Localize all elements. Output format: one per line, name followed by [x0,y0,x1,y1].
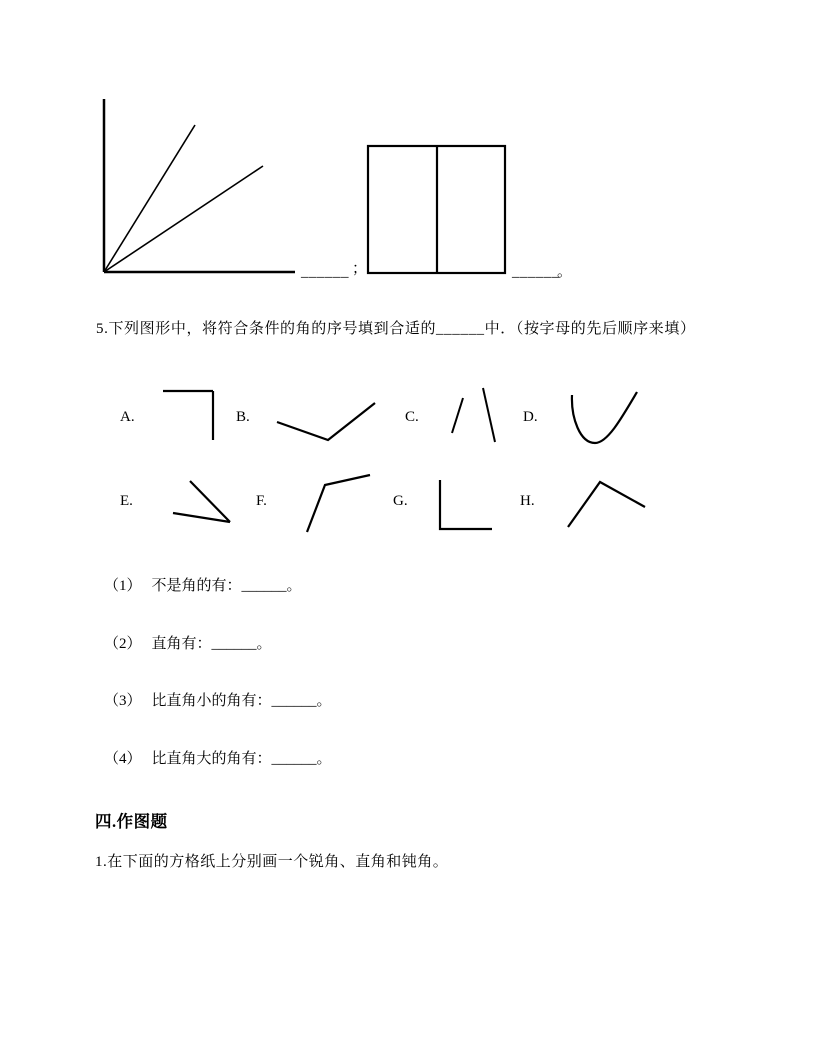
sub-question-1-number: （1） [104,578,142,594]
figure-label-h: H. [520,493,535,509]
sub-question-2-text: 直角有：______。 [151,636,272,652]
figure-h-angle-shape [563,477,651,533]
figure-b-obtuse-angle-shape [272,398,382,446]
sub-question-3 [104,691,332,711]
sub-question-3-text: 比直角小的角有：______。 [151,693,332,709]
sub-question-2 [104,634,272,654]
figure-d-curved-vee-shape [567,388,642,448]
question5-prompt: 5.下列图形中，将符合条件的角的序号填到合适的______中．（按字母的先后顺序来填） [96,321,696,337]
figure-label-d: D. [523,409,538,425]
period-mark: 。 [557,264,573,280]
figure-c-disconnected-lines-shape [447,384,502,446]
semicolon-separator: ； [352,261,368,277]
sub-question-1-text: 不是角的有：______。 [151,578,302,594]
sub-question-4-text: 比直角大的角有：______。 [151,751,332,767]
sub-question-2-number: （2） [104,636,142,652]
sub-question-3-number: （3） [104,693,142,709]
sub-question-4 [104,749,332,769]
figure-label-g: G. [393,493,408,509]
figure-label-e: E. [120,493,133,509]
figure-g-right-angle-shape [435,475,497,535]
figure-f-obtuse-angle-shape [302,470,377,538]
figure-label-b: B. [236,409,250,425]
sub-question-4-number: （4） [104,751,142,767]
figure-a-right-angle-shape [158,386,220,446]
figure-label-c: C. [405,409,419,425]
figure-e-acute-angle-shape [168,476,236,528]
divided-rectangle-figure [366,144,508,276]
sub-question-1 [104,576,302,596]
figure-label-f: F. [256,493,267,509]
figure-label-a: A. [120,409,135,425]
answer-blank-1: ______ [301,264,349,280]
answer-blank-2: ______ [512,264,560,280]
section4-title: 四.作图题 [95,812,168,831]
section4-item1: 1.在下面的方格纸上分别画一个锐角、直角和钝角。 [95,854,449,870]
angle-fan-figure [94,92,306,278]
